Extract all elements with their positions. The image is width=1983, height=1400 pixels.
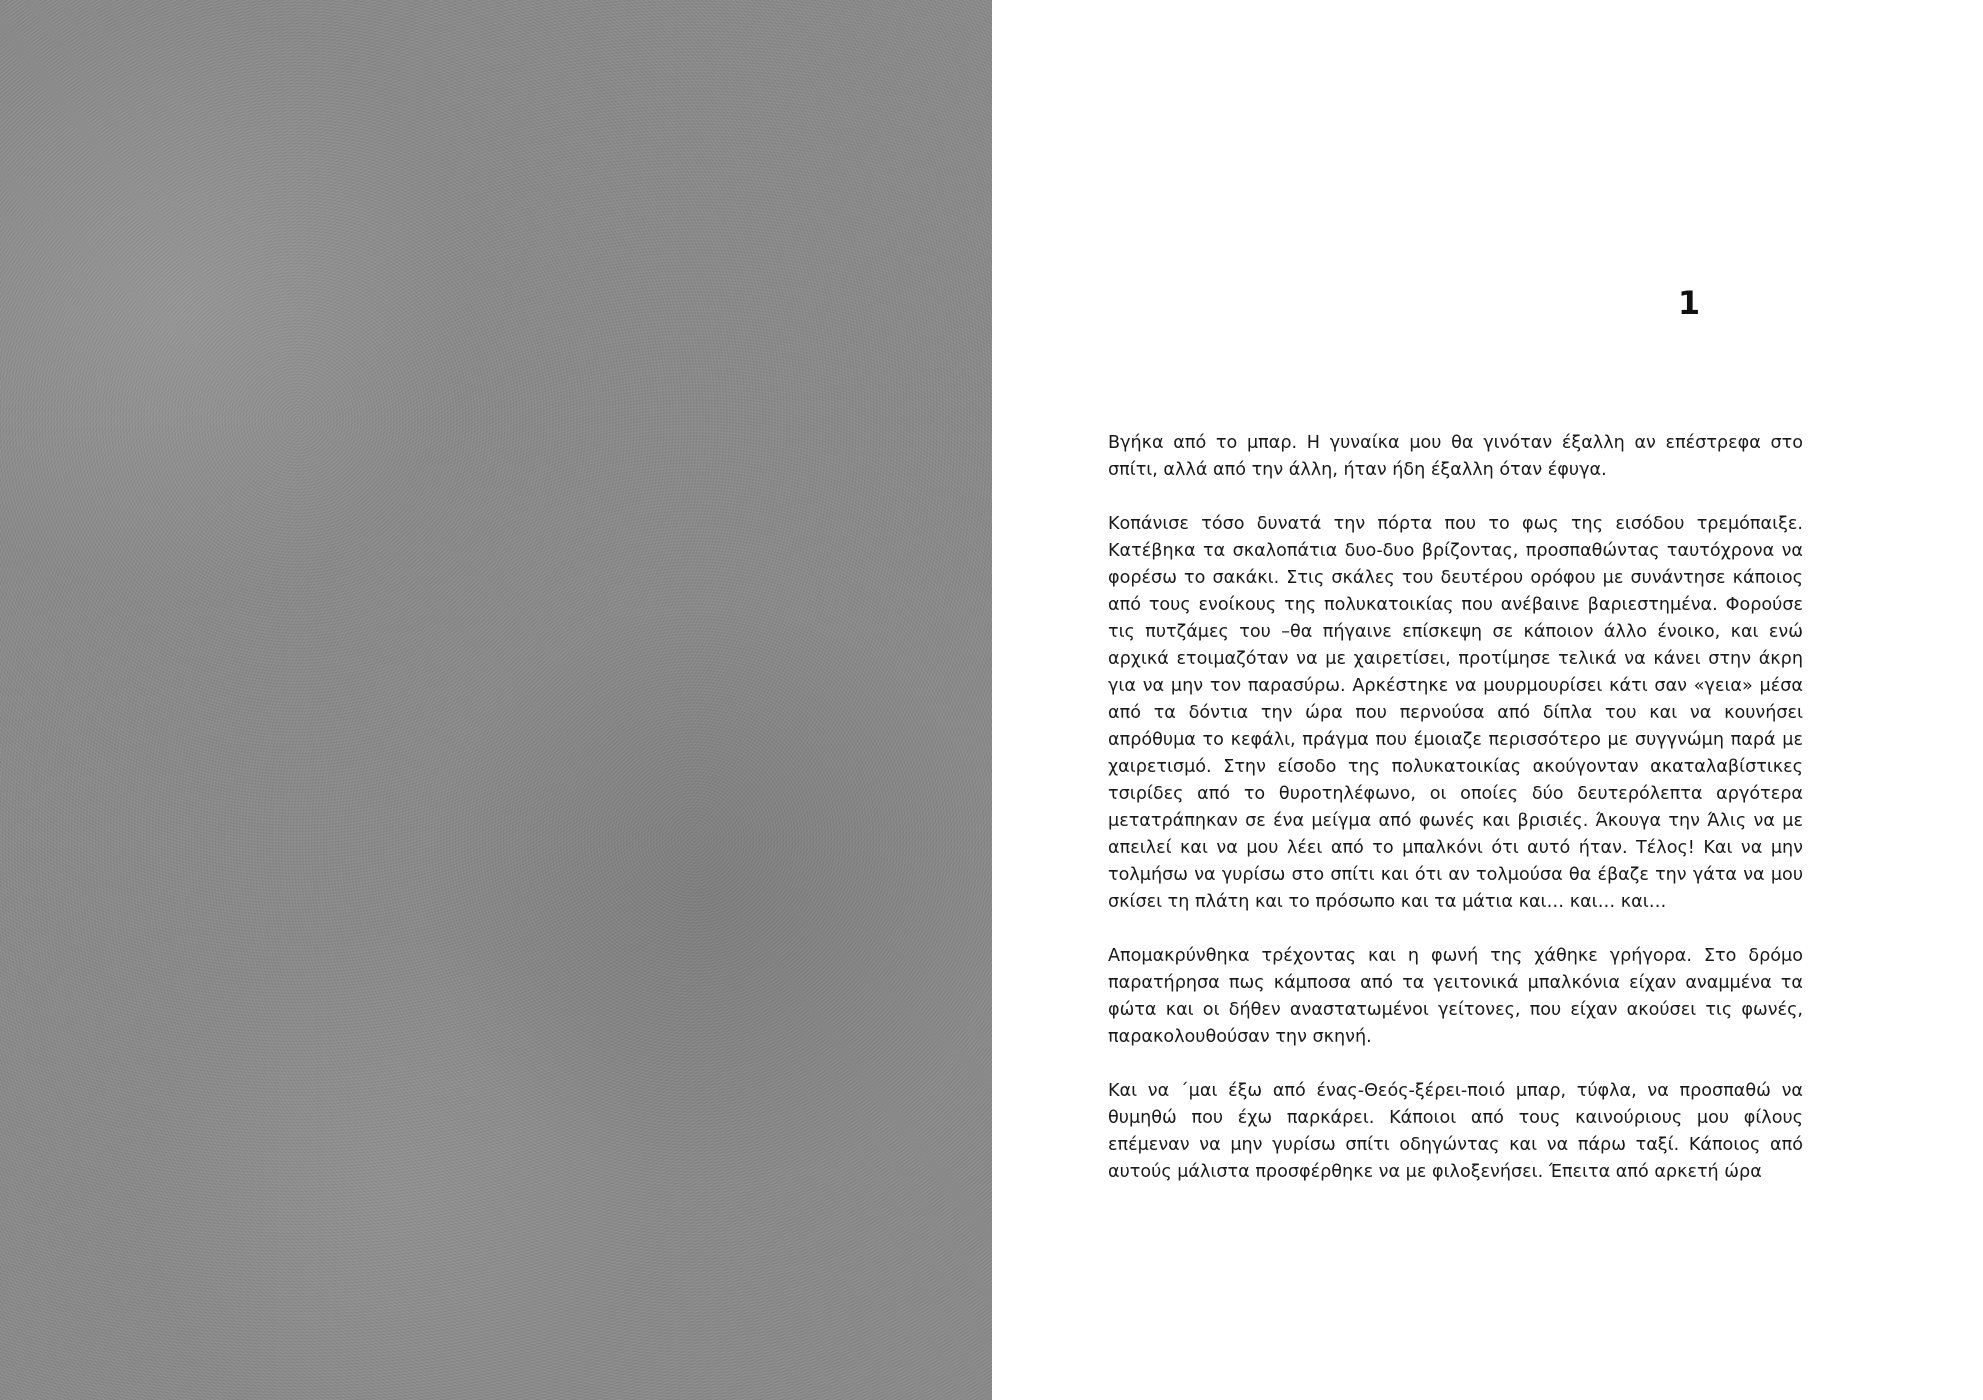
body-text <box>1108 430 1803 1213</box>
right-page <box>992 0 1983 1400</box>
chapter-number: 1 <box>1677 284 1701 322</box>
paragraph-1: Βγήκα από το μπαρ. Η γυναίκα μου θα γινόταν έξαλλη αν επέστρεφα στο σπίτι, αλλά από την άλλη, ήταν ήδη έξαλλη όταν έφυγα. <box>1108 433 1803 480</box>
paragraph-2: Κοπάνισε τόσο δυνατά την πόρτα που το φως της εισόδου τρεμόπαιξε. Κατέβηκα τα σκαλοπάτια δυο-δυο βρίζοντας, προσπαθώντας ταυτόχρονα να φορέσω το σακάκι. Στις σκάλες του δευτέρου ορόφου με συνάντησε κάποιος από τους ενοίκους της πολυκατοικίας που ανέβαινε βαριεστημένα. Φορούσε τις πυτζάμες του –θα πήγαινε επίσκεψη σε κάποιον άλλο ένοικο, και ενώ αρχικά ετοιμαζόταν να με χαιρετίσει, προτίμησε τελικά να κάνει στην άκρη για να μην τον παρασύρω. Αρκέστηκε να μουρμουρίσει κάτι σαν «γεια» μέσα από τα δόντια την ώρα που περνούσα από δίπλα του και να κουνήσει απρόθυμα το κεφάλι, πράγμα που έμοιαζε περισσότερο με συγγνώμη παρά με χαιρετισμό. Στην είσοδο της πολυκατοικίας ακούγονταν ακαταλαβίστικες τσιρίδες από το θυροτηλέφωνο, οι οποίες δύο δευτερόλεπτα αργότερα μετατράπηκαν σε ένα μείγμα από φωνές και βρισιές. Άκουγα την Άλις να με απειλεί και να μου λέει από το μπαλκόνι ότι αυτό ήταν. Τέλος! Και να μην τολμήσω να γυρίσω στο σπίτι και ότι αν τολμούσα θα έβαζε την γάτα να μου σκίσει τη πλάτη και το πρόσωπο και τα μάτια και… και… και… <box>1108 514 1803 912</box>
paragraph-4: Και να ΄μαι έξω από ένας-Θεός-ξέρει-ποιό μπαρ, τύφλα, να προσπαθώ να θυμηθώ που έχω παρκάρει. Κάποιοι από τους καινούριους μου φίλους επέμεναν να μην γυρίσω σπίτι οδηγώντας και να πάρω ταξί. Κάποιος από αυτούς μάλιστα προσφέρθηκε να με φιλοξενήσει. Έπειτα από αρκετή ώρα <box>1108 1081 1803 1182</box>
paragraph-3: Απομακρύνθηκα τρέχοντας και η φωνή της χάθηκε γρήγορα. Στο δρόμο παρατήρησα πως κάμποσα από τα γειτονικά μπαλκόνια είχαν αναμμένα τα φώτα και οι δήθεν αναστατωμένοι γείτονες, που είχαν ακούσει τις φωνές, παρακολουθούσαν την σκηνή. <box>1108 946 1803 1047</box>
